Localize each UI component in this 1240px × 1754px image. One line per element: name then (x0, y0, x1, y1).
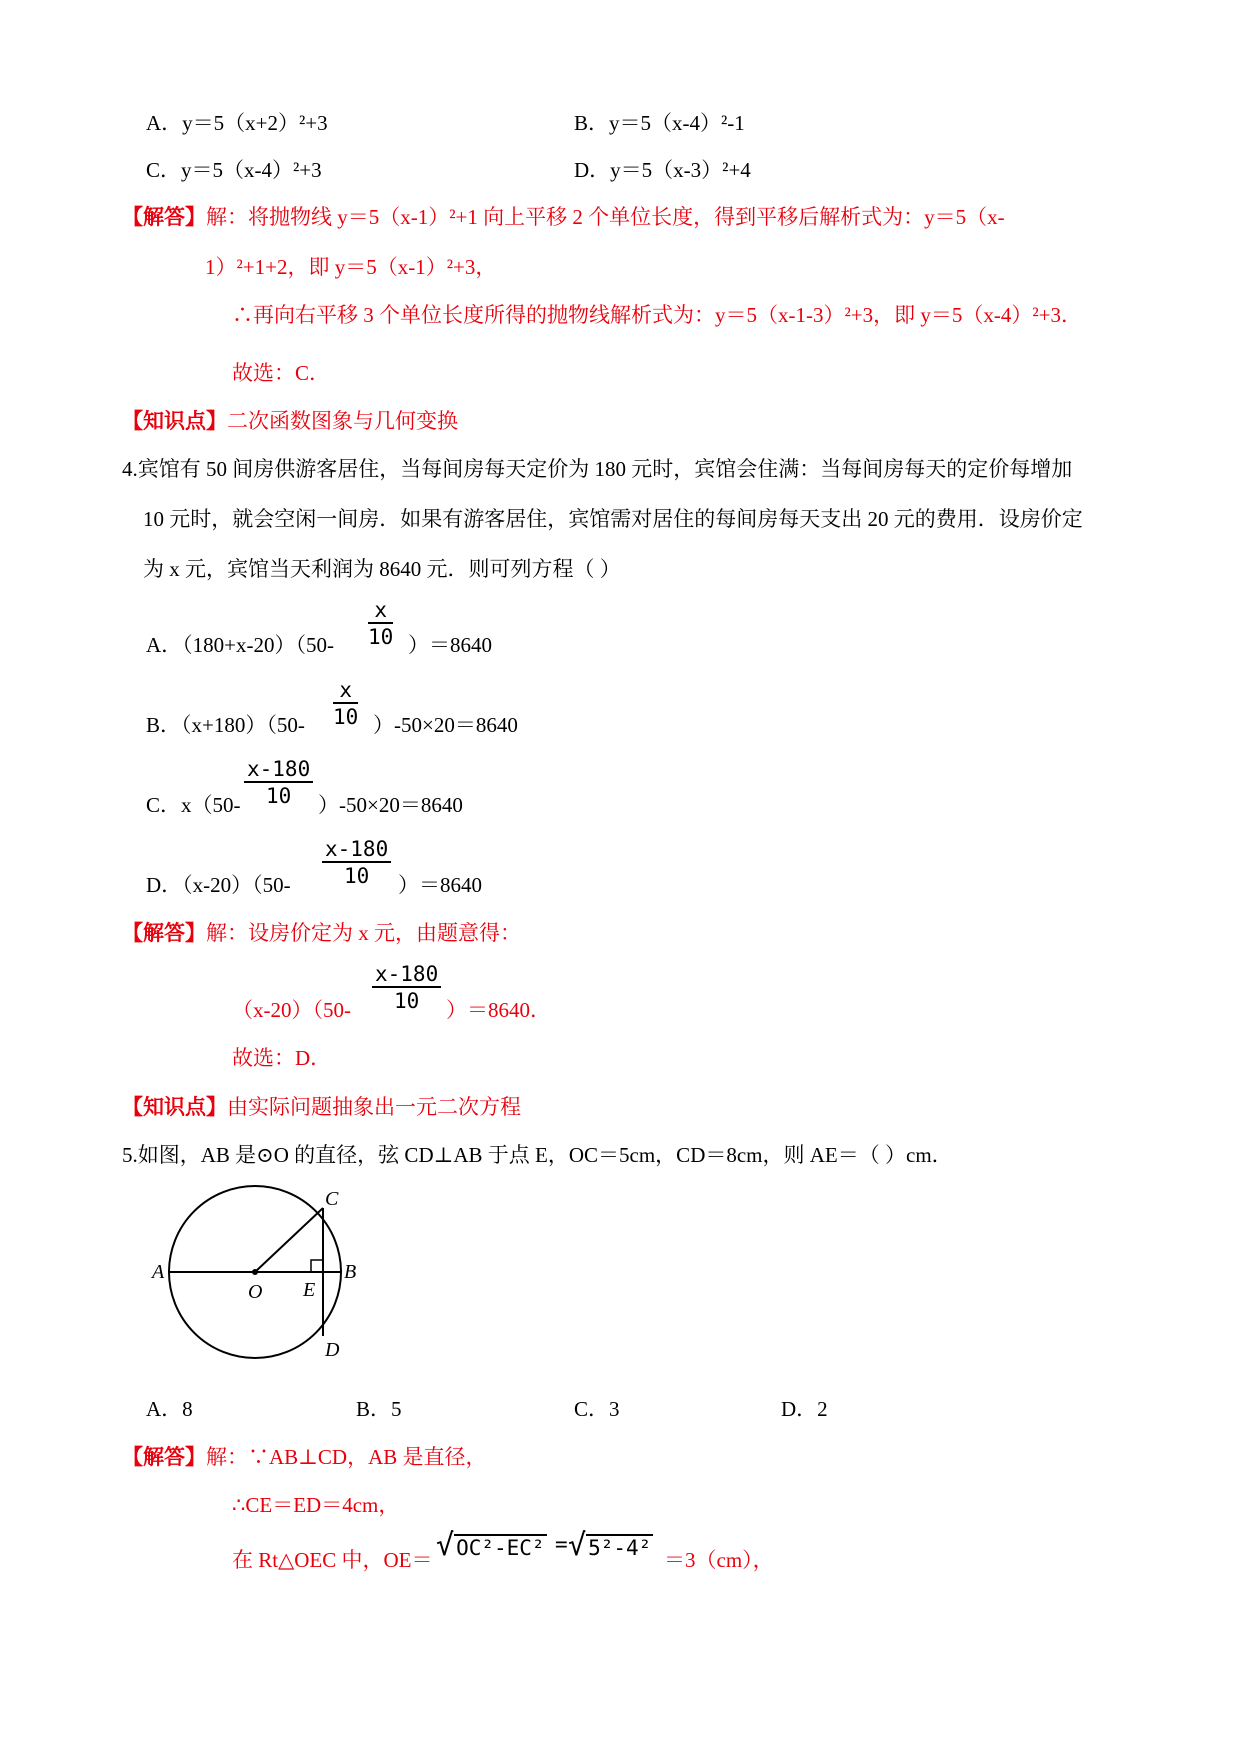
q4-option-a-suffix: ）＝8640 (408, 633, 492, 657)
q5-answer-line1 (122, 1442, 487, 1472)
q4-option-b-prefix: B．（x+180）（50- (146, 713, 305, 737)
label-a: A (152, 1261, 165, 1283)
sqrt-sign: √ (436, 1528, 455, 1563)
q4-answer-fraction (372, 962, 441, 1014)
q3-option-c: C．y＝5（x-4）²+3 (146, 158, 322, 182)
q3-option-a: A．y＝5（x+2）²+3 (146, 111, 328, 135)
q4-stem-line3: 为 x 元，宾馆当天利润为 8640 元．则可列方程（ ） (143, 557, 621, 581)
q4-answer-eq-prefix: （x-20）（50- (232, 998, 351, 1022)
q5-option-a: A．8 (146, 1397, 193, 1421)
q4-option-b-suffix: ）-50×20＝8640 (373, 713, 518, 737)
answer-text: 解：∵AB⊥CD，AB 是直径， (206, 1445, 487, 1469)
q4-answer-line1 (122, 918, 521, 948)
denominator: 10 (333, 705, 359, 729)
label-d: D (325, 1339, 340, 1361)
q4-option-c-suffix: ）-50×20＝8640 (318, 793, 463, 817)
numerator: x (368, 598, 393, 624)
q4-option-d-prefix: D．（x-20）（50- (146, 873, 291, 897)
sqrt-5-4 (568, 1528, 653, 1563)
sqrt-oc-ec (436, 1528, 547, 1563)
denominator: 10 (343, 864, 370, 888)
radicand: OC²-EC² (456, 1536, 545, 1560)
equals-sign: = (555, 1532, 568, 1556)
q3-answer-choice: 故选：C． (232, 361, 331, 385)
q5-answer-line3-suffix: ＝3（cm）， (664, 1548, 774, 1572)
answer-text: 解：将抛物线 y＝5（x-1）²+1 向上平移 2 个单位长度，得到平移后解析式为：y＝5（x- (206, 205, 1005, 229)
q4-stem-line2: 10 元时，就会空闲一间房．如果有游客居住，宾馆需对居住的每间房每天支出 20 元的费用．设房价定 (143, 507, 1083, 531)
q5-option-d: D．2 (781, 1397, 828, 1421)
circle-geometry-figure (140, 1180, 380, 1365)
q4-knowledge-point (122, 1092, 521, 1122)
q3-answer-line2: 1）²+1+2，即 y＝5（x-1）²+3， (205, 255, 497, 279)
numerator: x (333, 678, 358, 704)
answer-tag: 【解答】 (122, 205, 206, 229)
q4-answer-eq-suffix: ）＝8640． (446, 998, 551, 1022)
denominator: 10 (265, 784, 292, 808)
q4-option-a-prefix: A．（180+x-20）（50- (146, 633, 334, 657)
kp-tag: 【知识点】 (122, 1095, 227, 1119)
q3-knowledge-point (122, 406, 458, 436)
q4-option-c-fraction (244, 757, 313, 809)
answer-tag: 【解答】 (122, 1445, 206, 1469)
denominator: 10 (368, 625, 394, 649)
q3-option-d: D．y＝5（x-3）²+4 (574, 158, 751, 182)
numerator: x-180 (372, 962, 441, 988)
q4-option-b-fraction (333, 678, 358, 730)
q5-answer-line3-prefix: 在 Rt△OEC 中，OE＝ (232, 1548, 433, 1572)
q4-option-d-suffix: ）＝8640 (398, 873, 482, 897)
q4-option-d-fraction (322, 837, 391, 889)
answer-tag: 【解答】 (122, 921, 206, 945)
q5-stem: 5.如图，AB 是⊙O 的直径，弦 CD⊥AB 于点 E，OC＝5cm，CD＝8cm，则 AE＝（ ）cm． (122, 1143, 953, 1167)
q5-option-c: C．3 (574, 1397, 620, 1421)
label-o: O (248, 1281, 263, 1303)
center-point (252, 1269, 258, 1275)
radicand: 5²-4² (588, 1536, 652, 1560)
label-e: E (303, 1279, 316, 1301)
answer-text: 解：设房价定为 x 元，由题意得： (206, 921, 521, 945)
numerator: x-180 (244, 757, 313, 783)
kp-tag: 【知识点】 (122, 409, 227, 433)
radius-oc (255, 1208, 323, 1272)
numerator: x-180 (322, 837, 391, 863)
kp-text: 由实际问题抽象出一元二次方程 (227, 1095, 521, 1119)
q4-option-a-fraction (368, 598, 393, 650)
sqrt-sign: √ (568, 1528, 587, 1563)
q4-answer-choice: 故选：D． (232, 1046, 332, 1070)
q3-answer-line1 (122, 202, 1005, 232)
q5-option-b: B．5 (356, 1397, 402, 1421)
label-b: B (344, 1261, 357, 1283)
q4-option-c-prefix: C．x（50- (146, 793, 241, 817)
q3-option-b: B．y＝5（x-4）²-1 (574, 111, 745, 135)
q3-answer-line3: ∴再向右平移 3 个单位长度所得的抛物线解析式为：y＝5（x-1-3）²+3，即 y＝5（x-4）²+3． (232, 303, 1083, 327)
q4-stem-line1: 4.宾馆有 50 间房供游客居住，当每间房每天定价为 180 元时，宾馆会住满：当每间房每天的定价每增加 (122, 457, 1073, 481)
right-angle-mark (311, 1260, 323, 1272)
q5-answer-line2: ∴CE＝ED＝4cm， (232, 1493, 400, 1517)
label-c: C (325, 1188, 339, 1210)
kp-text: 二次函数图象与几何变换 (227, 409, 458, 433)
denominator: 10 (393, 989, 420, 1013)
